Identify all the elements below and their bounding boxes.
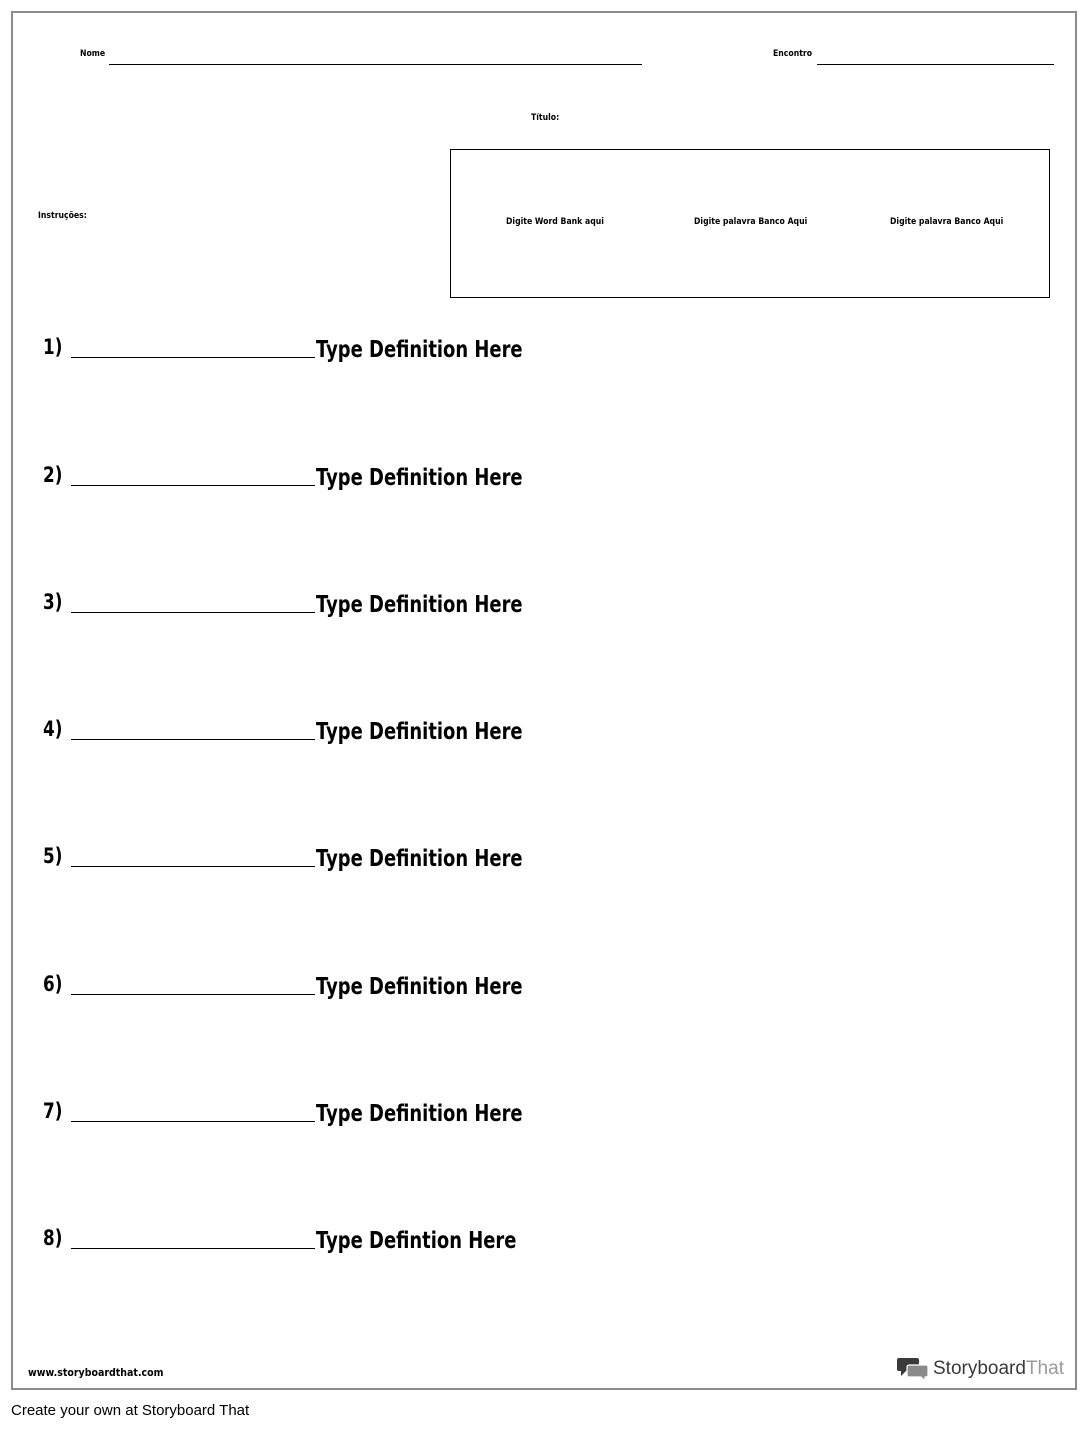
answer-blank[interactable] <box>71 866 315 867</box>
item-definition: Type Definition Here <box>316 846 523 872</box>
item-definition: Type Defintion Here <box>316 1228 517 1254</box>
name-line[interactable] <box>109 64 642 65</box>
worksheet-page <box>11 11 1077 1390</box>
vocab-item-1 <box>13 335 713 375</box>
word-bank-box[interactable] <box>450 149 1050 298</box>
logo-text-dark: Storyboard <box>933 1358 1026 1379</box>
logo-wordmark <box>933 1358 1064 1380</box>
answer-blank[interactable] <box>71 739 315 740</box>
word-bank-item: Digite palavra Banco Aqui <box>890 217 1004 227</box>
item-definition: Type Definition Here <box>316 465 523 491</box>
create-your-own-link[interactable]: Create your own at Storyboard That <box>11 1402 250 1419</box>
item-definition: Type Definition Here <box>316 1101 523 1127</box>
vocab-item-6 <box>13 972 713 1012</box>
storyboardthat-logo[interactable] <box>897 1355 1064 1383</box>
item-number: 4) <box>43 717 63 741</box>
item-number: 2) <box>43 463 63 487</box>
item-definition: Type Definition Here <box>316 974 523 1000</box>
date-line[interactable] <box>817 64 1054 65</box>
answer-blank[interactable] <box>71 1248 315 1249</box>
date-label: Encontro <box>773 49 813 59</box>
answer-blank[interactable] <box>71 612 315 613</box>
item-definition: Type Definition Here <box>316 337 523 363</box>
vocab-item-3 <box>13 590 713 630</box>
item-definition: Type Definition Here <box>316 719 523 745</box>
name-label: Nome <box>80 49 106 59</box>
vocab-item-2 <box>13 463 713 503</box>
speech-bubbles-icon <box>897 1356 929 1382</box>
item-number: 7) <box>43 1099 63 1123</box>
item-definition: Type Definition Here <box>316 592 523 618</box>
vocab-item-7 <box>13 1099 713 1139</box>
item-number: 1) <box>43 335 63 359</box>
website-url[interactable]: www.storyboardthat.com <box>28 1366 164 1379</box>
word-bank-item: Digite palavra Banco Aqui <box>694 217 808 227</box>
answer-blank[interactable] <box>71 1121 315 1122</box>
item-number: 8) <box>43 1226 63 1250</box>
word-bank-item: Digite Word Bank aqui <box>506 217 604 227</box>
item-number: 3) <box>43 590 63 614</box>
title-label: Título: <box>531 113 560 123</box>
item-number: 6) <box>43 972 63 996</box>
item-number: 5) <box>43 844 63 868</box>
instructions-label: Instruções: <box>38 211 87 221</box>
answer-blank[interactable] <box>71 357 315 358</box>
vocab-item-5 <box>13 844 713 884</box>
vocab-item-4 <box>13 717 713 757</box>
vocab-item-8 <box>13 1226 713 1266</box>
answer-blank[interactable] <box>71 994 315 995</box>
logo-text-light: That <box>1025 1358 1064 1379</box>
answer-blank[interactable] <box>71 485 315 486</box>
